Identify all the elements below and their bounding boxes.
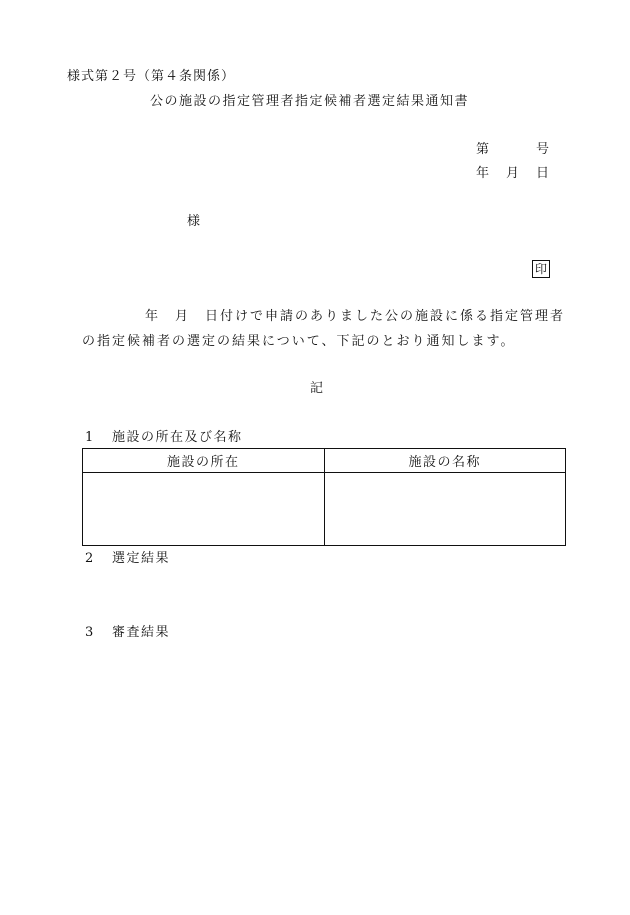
section-3-number: 3	[85, 625, 95, 640]
seal-mark	[532, 260, 550, 278]
section-1-number: 1	[85, 430, 95, 445]
date-month-label: 月	[506, 166, 521, 181]
section-2-title: 選定結果	[112, 551, 171, 566]
seal-label: 印	[534, 262, 547, 276]
section-1-title: 施設の所在及び名称	[112, 430, 243, 445]
section-3-title: 審査結果	[112, 625, 171, 640]
document-title: 公の施設の指定管理者指定候補者選定結果通知書	[150, 94, 470, 109]
addressee-honorific: 様	[187, 214, 202, 229]
cell-facility-name	[324, 473, 566, 546]
table-header-row	[83, 449, 566, 473]
header-facility-name: 施設の名称	[324, 449, 566, 473]
form-number: 様式第２号（第４条関係）	[67, 69, 236, 84]
date-day-label: 日	[536, 166, 551, 181]
date-year-label: 年	[476, 166, 491, 181]
section-2-number: 2	[85, 551, 95, 566]
body-year-label: 年	[145, 309, 160, 324]
ki-heading: 記	[310, 381, 325, 396]
reference-number-suffix: 号	[536, 142, 551, 157]
body-month-label: 月	[175, 309, 190, 324]
header-facility-location: 施設の所在	[83, 449, 325, 473]
body-text-line-2: の指定候補者の選定の結果について、下記のとおり通知します。	[82, 334, 516, 349]
body-text-line-1: 日付けで申請のありました公の施設に係る指定管理者	[205, 309, 566, 324]
cell-facility-location	[83, 473, 325, 546]
table-row	[83, 473, 566, 546]
reference-number-prefix: 第	[476, 142, 491, 157]
facility-table	[82, 448, 566, 546]
